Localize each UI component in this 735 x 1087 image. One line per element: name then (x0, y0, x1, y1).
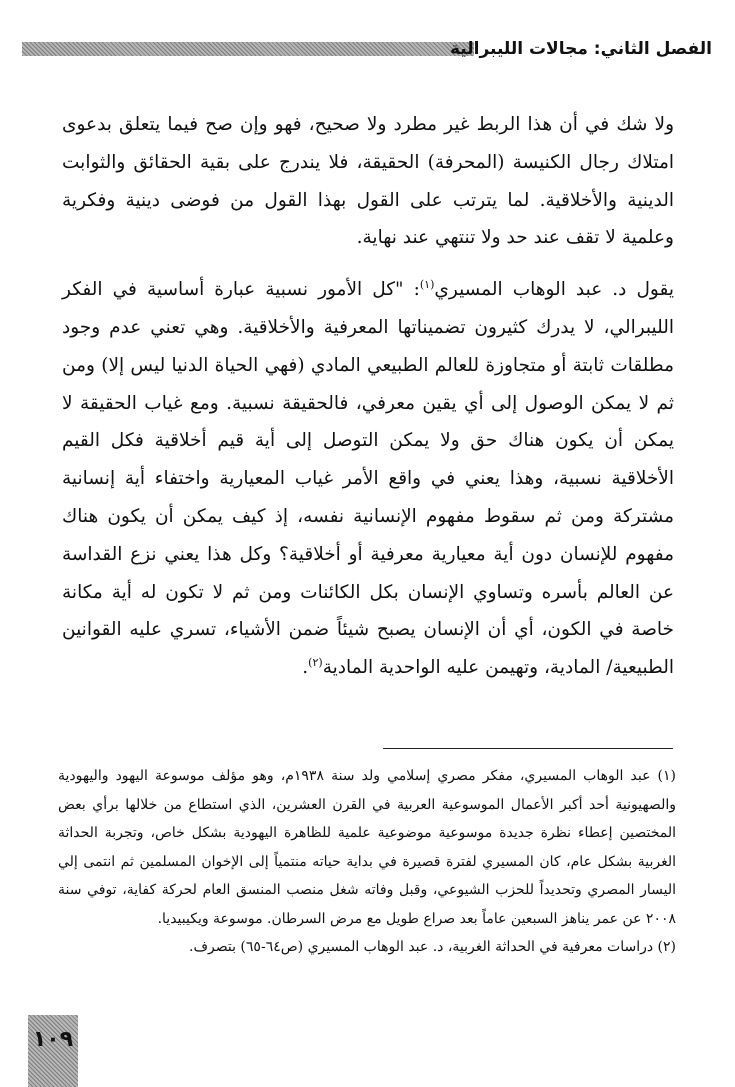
page-number: ١٠٩ (32, 1027, 74, 1052)
footnote-separator (383, 748, 673, 749)
running-header (22, 34, 712, 70)
header-decorative-bar (22, 42, 474, 56)
page-number-box (28, 1015, 78, 1087)
footnote-ref-2[interactable]: (٢) (308, 656, 323, 669)
paragraph-2-quote: : "كل الأمور نسبية عبارة أساسية في الفكر الليبرالي، لا يدرك كثيرون تضميناتها المعرفية والأخلاقية. وهي تعني عدم وجود مطلقات ثابتة أو متجاوزة للعالم الطبيعي المادي (فهي الحياة الدنيا ليس إلا) ومن ثم لا يمكن الوصول إلى أي يقين معرفي، فالحقيقة نسبية. ومع غياب الحقيقة لا يمكن أن يكون هناك حق ولا يمكن التوصل إلى أية قيم أخلاقية فكل القيم الأخلاقية نسبية، وهذا يعني في واقع الأمر غياب المعيارية واختفاء أية إنسانية مشتركة ومن ثم سقوط مفهوم الإنسانية نفسه، إذ كيف يمكن أن يكون هناك مفهوم للإنسان دون أية معيارية معرفية أو أخلاقية؟ وكل هذا يعني نزع القداسة عن العالم بأسره وتساوي الإنسان بكل الكائنات ومن ثم لا تكون له أية مكانة خاصة في الكون، أي أن الإنسان يصبح شيئاً ضمن الأشياء، تسري عليه القوانين الطبيعية/ المادية، وتهيمن عليه الواحدية المادية (62, 279, 674, 679)
footnotes (58, 762, 676, 962)
main-text (62, 106, 674, 687)
footnote-ref-1[interactable]: (١) (419, 278, 435, 292)
paragraph-1: ولا شك في أن هذا الربط غير مطرد ولا صحيح، فهو وإن صح فيما يتعلق بدعوى امتلاك رجال الكنيسة (المحرفة) الحقيقة، فلا يندرج على بقية الحقائق والثوابت الدينية والأخلاقية. لما يترتب على القول بهذا القول من فوضى دينية وفكرية وعلمية لا تقف عند حد ولا تنتهي عند نهاية. (62, 114, 674, 249)
paragraph-2-intro: يقول د. عبد الوهاب المسيري (434, 279, 674, 301)
chapter-title: الفصل الثاني: مجالات الليبرالية (449, 39, 712, 59)
paragraph-2-end: . (302, 657, 309, 679)
footnote-1: (١) عبد الوهاب المسيري، مفكر مصري إسلامي ولد سنة ١٩٣٨م، وهو مؤلف موسوعة اليهود واليهودية والصهيونية أحد أكبر الأعمال الموسوعية العربية في القرن العشرين، الذي استطاع من خلالها برأي بعض المختصين إعطاء نظرة جديدة موسوعية موضوعية علمية للظاهرة اليهودية بشكل خاص، وتجربة الحداثة الغربية بشكل عام، كان المسيري لفترة قصيرة في بداية حياته منتمياً إلى الإخوان المسلمين ثم انتمى إلي اليسار المصري وتحديداً للحزب الشيوعي، وقبل وفاته شغل منصب المنسق العام لحركة كفاية، توفي سنة ٢٠٠٨ عن عمر يناهز السبعين عاماً بعد صراع طويل مع مرض السرطان. موسوعة ويكيبيديا. (58, 768, 676, 927)
paragraph-2 (62, 271, 674, 687)
footnote-2: (٢) دراسات معرفية في الحداثة الغربية، د. عبد الوهاب المسيري (ص٦٤-٦٥) بتصرف. (189, 939, 676, 955)
